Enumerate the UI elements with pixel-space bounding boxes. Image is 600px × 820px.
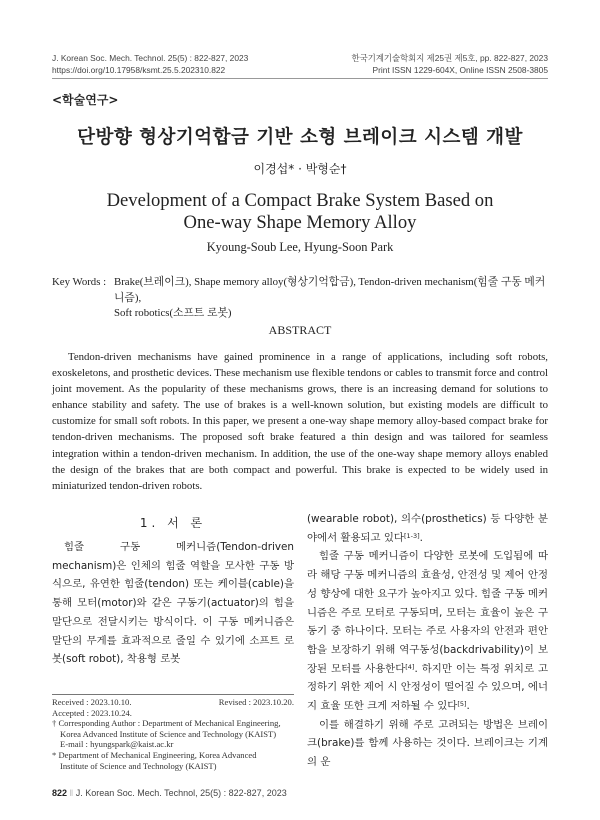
intro-paragraph-3: 이를 해결하기 위해 주로 고려되는 방법은 브레이크(brake)를 함께 사용하는 것이다. 브레이크는 기계의 운 — [307, 718, 548, 769]
keywords-label: Key Words : — [52, 276, 107, 288]
intro-continued-text: (wearable robot), 의수(prosthetics) 등 다양한 분야에서 활용되고 있다 — [307, 513, 548, 544]
department-note-line1: * Department of Mechanical Engineering, Korea Advanced — [52, 749, 257, 760]
citation-ref[interactable]: [4] — [405, 662, 415, 671]
header-journal-citation: J. Korean Soc. Mech. Technol. 25(5) : 822-827, 2023 — [52, 53, 249, 63]
page-footer: 822 ‖ J. Korean Soc. Mech. Technol, 25(5) : 822-827, 2023 — [52, 788, 287, 798]
authors-korean: 이경섭* · 박형순† — [253, 162, 347, 176]
page-number: 822 — [52, 788, 68, 798]
header-journal-korean: 한국기계기술학회지 제25권 제5호, pp. 822-827, 2023 — [351, 53, 548, 63]
footer-journal: J. Korean Soc. Mech. Technol, 25(5) : 822-827, 2023 — [73, 788, 287, 798]
intro-paragraph-2: 힘줄 구동 메커니즘이 다양한 로봇에 도입됨에 따라 해당 구동 메커니즘의 효율성, 안전성 및 제어 안정성 향상에 대한 요구가 높아지고 있다. 힘줄 구동 메커니즘은 주로 모터로 구동되며, 모터는 효율이 높은 구동기 중 하나이다. 모터는 주로 사용자의 안전과 편안함을 보장하기 위해 역구동성(backdrivability)이 보장된 모터를 사용한다[4]. 하지만 이는 특정 위치로 고정하기 위한 제어 시 안정성이 떨어질 수 있으며, 에너지 효율 또한 크게 저하될 수 있다[5]. — [307, 550, 548, 713]
citation-ref[interactable]: [1-3] — [403, 531, 420, 540]
header-doi-link[interactable]: https://doi.org/10.17958/ksmt.25.5.202310.822 — [52, 65, 226, 75]
intro-p2-text-b: . 하지만 이는 특정 위치로 고정하기 위한 제어 시 안정성이 떨어질 수 있으며, 에너지 효율 또한 크게 저하될 수 있다 — [307, 662, 548, 713]
title-english-line2: One-way Shape Memory Alloy — [183, 212, 417, 233]
corresponding-author-email[interactable]: E-mail : hyungspark@kaist.ac.kr — [60, 739, 174, 750]
intro-paragraph-continued: (wearable robot), 의수(prosthetics) 등 다양한 분야에서 활용되고 있다[1-3]. — [307, 513, 548, 544]
left-column — [52, 538, 294, 669]
footnote-divider — [52, 694, 294, 695]
corresponding-author-line1: † Corresponding Author : Department of Mechanical Engineering, — [52, 718, 281, 729]
corresponding-author-line2: Korea Advanced Institute of Science and Technology (KAIST) — [60, 728, 277, 739]
abstract-text: Tendon-driven mechanisms have gained prominence in a range of applications, including soft robots, exoskeletons, and prosthetic devices. These mechanism use flexible tendons or cables to transmit force and control joint movement. As the popularity of these mechanisms grows, there is an increasing demand for solutions to enhance stability and safety. The use of brakes is a well-known solution, but existing models are difficult to customize for small soft robots. In this paper, we present a one-way shape memory alloy-based compact brake for tendon-driven mechanisms. The proposed soft brake featured a thin design and was tailored for seamless integration within a tendon-driven mechanism. In addition, the use of the one-way shape memory alloys enabled the design of the brakes that are both compact and powerful. This brake is expected to be widely used in miniaturized tendon-driven robots. — [52, 351, 549, 492]
intro-paragraph-1: 힘줄 구동 메커니즘(Tendon-driven mechanism)은 인체의 힘줄 역할을 모사한 구동 방식으로, 유연한 힘줄(tendon) 또는 케이블(cable)을 통해 모터(motor)와 같은 구동기(actuator)의 힘을 말단으로 전달시키는 방식이다. 이 구동 메커니즘은 말단의 무게를 효과적으로 줄일 수 있기에 소프트 로봇(soft robot), 착용형 로봇 — [52, 541, 294, 666]
article-type-label: <학술연구> — [52, 93, 119, 107]
authors-english: Kyoung-Soub Lee, Hyung-Soon Park — [206, 240, 394, 254]
header-divider — [52, 78, 548, 79]
citation-ref[interactable]: [5] — [457, 700, 467, 709]
intro-p2-text-a: 힘줄 구동 메커니즘이 다양한 로봇에 도입됨에 따라 해당 구동 메커니즘의 효율성, 안전성 및 제어 안정성 향상에 대한 요구가 높아지고 있다. 힘줄 구동 메커니즘은 주로 모터로 구동되며, 모터는 효율이 높은 구동기 중 하나이다. 모터는 주로 사용자의 안전과 편안함을 보장하기 위해 역구동성(backdrivability)이 보장된 모터를 사용한다 — [307, 550, 548, 675]
abstract-heading: ABSTRACT — [268, 323, 332, 337]
title-korean: 단방향 형상기억합금 기반 소형 브레이크 시스템 개발 — [77, 127, 523, 148]
title-english-line1: Development of a Compact Brake System Based on — [106, 190, 494, 211]
keywords-block — [52, 275, 552, 322]
keywords-line2: Soft robotics(소프트 로봇) — [114, 307, 232, 319]
section-heading-introduction: 1. 서 론 — [139, 516, 207, 530]
title-english — [0, 190, 600, 234]
right-column — [307, 510, 548, 772]
revised-date: Revised : 2023.10.20. — [218, 697, 294, 707]
received-date: Received : 2023.10.10. — [52, 697, 132, 707]
footnotes — [52, 697, 294, 771]
accepted-date: Accepted : 2023.10.24. — [52, 707, 132, 718]
header-issn: Print ISSN 1229-604X, Online ISSN 2508-3805 — [372, 65, 548, 75]
keywords-line1: Brake(브레이크), Shape memory alloy(형상기억합금), Tendon-driven mechanism(힘줄 구동 메커니즘), — [114, 276, 546, 304]
department-note-line2: Institute of Science and Technology (KAIST) — [60, 760, 217, 771]
